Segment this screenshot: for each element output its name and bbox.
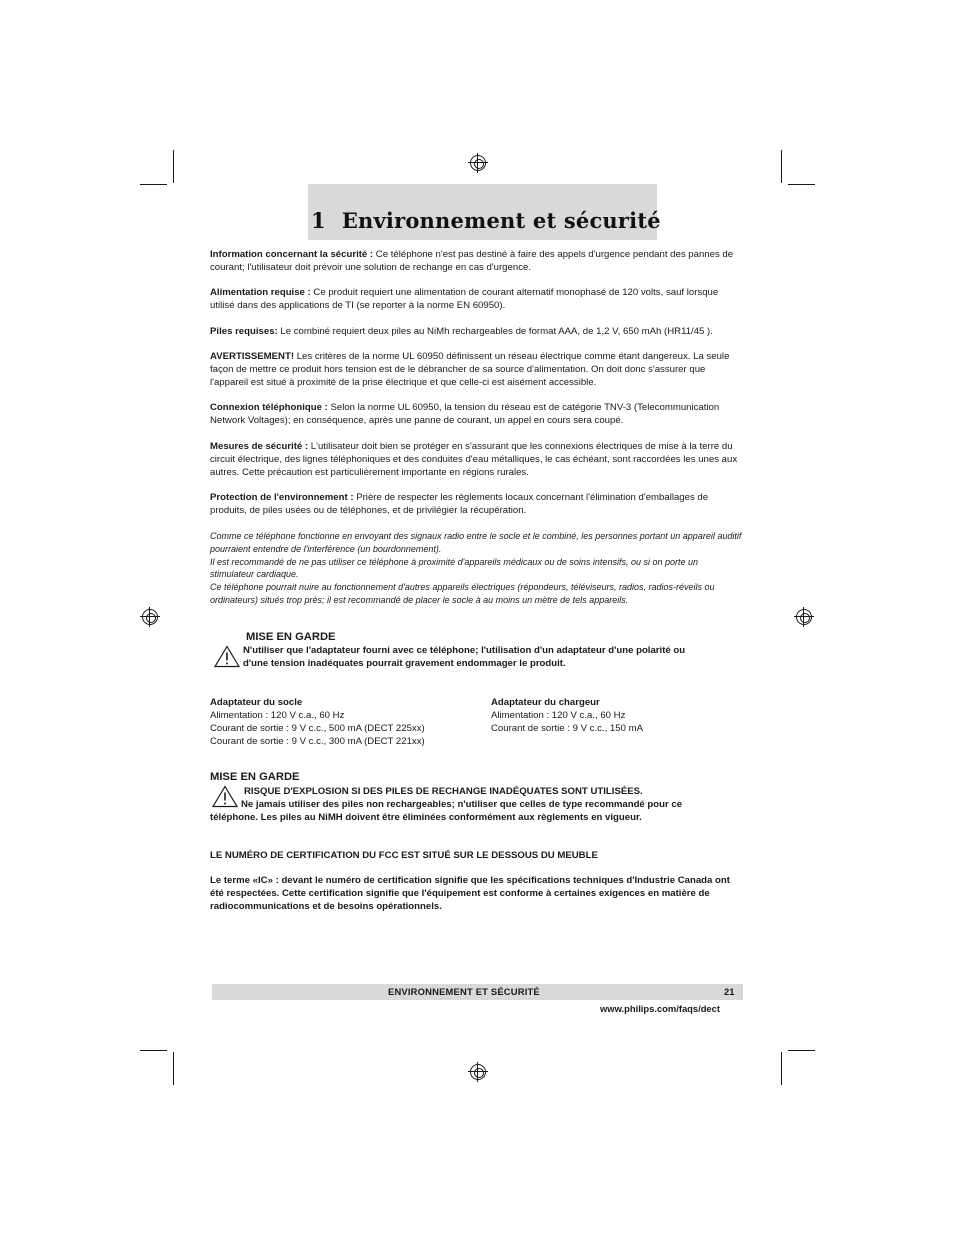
section-text: Selon la norme UL 60950, la tension du réseau est de catégorie TNV-3 (Telecommunication Network Voltages); en conséquence, après une panne de courant, un appel en cours sera coupé. bbox=[210, 402, 720, 426]
section-text: Prière de respecter les règlements locaux concernant l'élimination d'emballages de produits, de piles usées ou de téléphones, et de privilégier la récupération. bbox=[210, 492, 709, 516]
caution-title: MISE EN GARDE bbox=[210, 771, 300, 783]
caution-adapter-line-1: N'utiliser que l'adaptateur fourni avec ce téléphone; l'utilisation d'un adaptateur d'une polarité ou bbox=[243, 645, 686, 656]
crop-mark bbox=[173, 150, 174, 183]
spec-heading: Adaptateur du socle bbox=[210, 697, 303, 708]
section-label: Protection de l'environnement : bbox=[210, 492, 354, 503]
crop-mark bbox=[781, 1052, 782, 1085]
section-text: Ce téléphone n'est pas destiné à faire des appels d'urgence pendant des pannes de courant; l'utilisateur doit prévoir une solution de rechange en cas d'urgence. bbox=[210, 249, 734, 273]
caution-adapter-line-2: d'une tension inadéquates pourrait gravement endommager le produit. bbox=[243, 658, 566, 669]
spec-line: Courant de sortie : 9 V c.c., 150 mA bbox=[491, 723, 643, 734]
registration-mark bbox=[796, 609, 812, 625]
caution-batteries-line-1: Ne jamais utiliser des piles non rechargeables; n'utiliser que celles de type recommandé pour ce bbox=[241, 799, 683, 810]
ic-notice: Le terme «IC» : devant le numéro de certification signifie que les spécifications techniques d'Industrie Canada ont été respectées. Cette certification signifie que l'équipement est conforme à certaines exigences en matière de radiocommunications et de besoins opérationnels. bbox=[210, 875, 730, 912]
caution-explosion-risk: RISQUE D'EXPLOSION SI DES PILES DE RECHANGE INADÉQUATES SONT UTILISÉES. bbox=[244, 786, 643, 797]
crop-mark bbox=[140, 1050, 167, 1051]
note-hearing-aid: Comme ce téléphone fonctionne en envoyant des signaux radio entre le socle et le combiné, les personnes portant un appareil auditif pourraient entendre de l'interférence (un bourdonnement). bbox=[210, 531, 742, 554]
section-label: Connexion téléphonique : bbox=[210, 402, 328, 413]
registration-mark bbox=[470, 1064, 486, 1080]
caution-title: MISE EN GARDE bbox=[246, 631, 336, 643]
section-text: Ce produit requiert une alimentation de courant alternatif monophasé de 120 volts, sauf lorsque utilisé dans des applications de TI (se reporter à la norme EN 60950). bbox=[210, 287, 719, 311]
spec-line: Courant de sortie : 9 V c.c., 500 mA (DECT 225xx) bbox=[210, 723, 425, 734]
chapter-title: Environnement et sécurité bbox=[341, 208, 661, 233]
spec-base-adapter bbox=[210, 696, 425, 748]
section-text: L'utilisateur doit bien se protéger en s'assurant que les connexions électriques de mise à la terre du circuit électrique, des lignes téléphoniques et des conduites d'eau métalliques, le cas échéant, sont raccordées les unes aux autres. Cette précaution est particulièrement importante en régions rurales. bbox=[210, 441, 738, 478]
caution-batteries-line-2: téléphone. Les piles au NiMH doivent être éliminées conformément aux règlements en vigueur. bbox=[210, 812, 642, 823]
spec-charger-adapter bbox=[491, 696, 643, 735]
section-text: Le combiné requiert deux piles au NiMh rechargeables de format AAA, de 1,2 V, 650 mAh (HR11/45 ). bbox=[277, 326, 713, 337]
registration-mark bbox=[470, 155, 486, 171]
page-number: 21 bbox=[724, 986, 735, 997]
crop-mark bbox=[788, 184, 815, 185]
spec-line: Courant de sortie : 9 V c.c., 300 mA (DECT 221xx) bbox=[210, 736, 425, 747]
section-label: Information concernant la sécurité : bbox=[210, 249, 374, 260]
section-label: Mesures de sécurité : bbox=[210, 441, 309, 452]
crop-mark bbox=[781, 150, 782, 183]
section-power-requirement bbox=[210, 286, 742, 312]
crop-mark bbox=[788, 1050, 815, 1051]
section-label: Piles requises: bbox=[210, 326, 278, 337]
warning-triangle-icon bbox=[214, 645, 240, 668]
section-telephone-connection bbox=[210, 401, 742, 427]
section-warning bbox=[210, 350, 742, 389]
section-environment bbox=[210, 491, 742, 517]
note-electrical-devices: Ce téléphone pourrait nuire au fonctionnement d'autres appareils électriques (répondeurs, téléviseurs, radios, radios-réveils ou ordinateurs) situés trop près; il est recommandé de placer le socle à au moins un mètre de tels appareils. bbox=[210, 582, 715, 605]
spec-line: Alimentation : 120 V c.a., 60 Hz bbox=[491, 710, 626, 721]
crop-mark bbox=[173, 1052, 174, 1085]
section-safety-info bbox=[210, 248, 742, 274]
footer-url: www.philips.com/faqs/dect bbox=[600, 1003, 720, 1014]
spec-heading: Adaptateur du chargeur bbox=[491, 697, 600, 708]
note-medical-devices: Il est recommandé de ne pas utiliser ce téléphone à proximité d'appareils médicaux ou de soins intensifs, ou si on porte un stimulateur cardiaque. bbox=[210, 556, 698, 580]
section-safety-measures bbox=[210, 440, 742, 479]
section-label: Alimentation requise : bbox=[210, 287, 311, 298]
footer-section-title: ENVIRONNEMENT ET SÉCURITÉ bbox=[388, 986, 540, 997]
spec-line: Alimentation : 120 V c.a., 60 Hz bbox=[210, 710, 345, 721]
registration-mark bbox=[142, 609, 158, 625]
section-text: Les critères de la norme UL 60950 définissent un réseau électrique comme étant dangereux. La seule façon de mettre ce produit hors tension est de le débrancher de sa source d'alimentation. On doit donc s'assurer que l'appareil est situé à proximité de la prise électrique et que celle-ci est aisément accessible. bbox=[210, 351, 730, 388]
page-title bbox=[311, 208, 661, 233]
section-batteries bbox=[210, 325, 742, 338]
fcc-notice: LE NUMÉRO DE CERTIFICATION DU FCC EST SITUÉ SUR LE DESSOUS DU MEUBLE bbox=[210, 850, 598, 861]
interference-notes bbox=[210, 530, 742, 607]
section-label: AVERTISSEMENT! bbox=[210, 351, 295, 362]
warning-triangle-icon bbox=[212, 785, 238, 808]
crop-mark bbox=[140, 184, 167, 185]
chapter-number: 1 bbox=[311, 208, 326, 233]
